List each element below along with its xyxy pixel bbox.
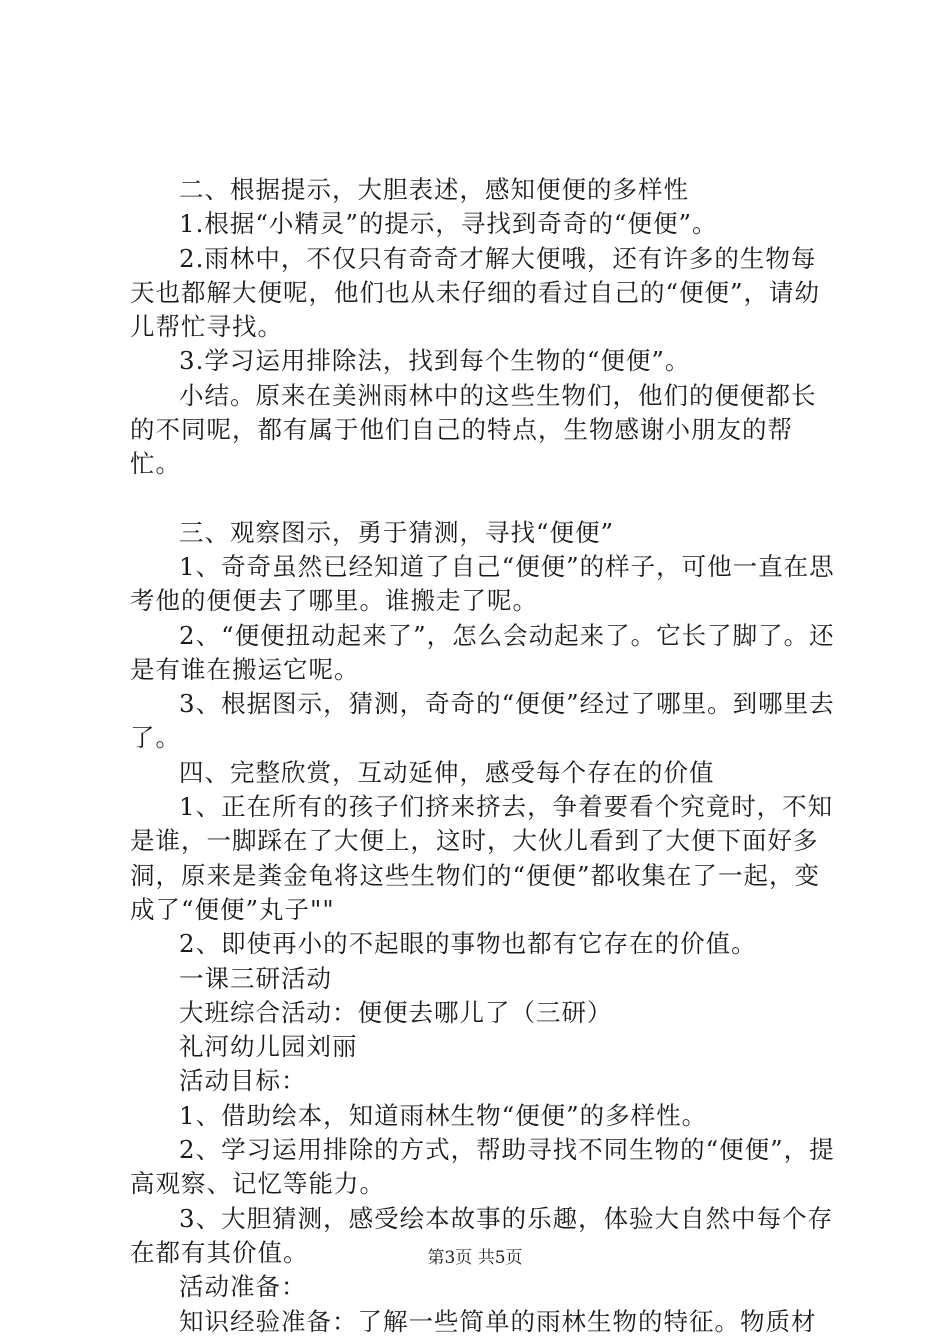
goal-item: 1、借助绘本，知道雨林生物“便便”的多样性。 — [179, 1100, 708, 1130]
goal-item: 2、学习运用排除的方式，帮助寻找不同生物的“便便”，提高观察、记忆等能力。 — [130, 1135, 835, 1199]
section-heading-2: 二、根据提示，大胆表述，感知便便的多样性 — [179, 175, 689, 204]
paragraph: 2.雨林中，不仅只有奇奇才解大便哦，还有许多的生物每天也都解大便呢，他们也从未仔细的看过自己的“便便”，请幼儿帮忙寻找。 — [130, 243, 821, 342]
activity-series-title: 一课三研活动 — [179, 963, 332, 993]
preparation-text: 知识经验准备：了解一些简单的雨林生物的特征。物质材 — [179, 1306, 817, 1336]
section-heading-3: 三、观察图示，勇于猜测，寻找“便便” — [179, 517, 615, 547]
preparation-heading: 活动准备： — [179, 1272, 307, 1302]
paragraph: 1、奇奇虽然已经知道了自己“便便”的样子，可他一直在思考他的便便去了哪里。谁搬走了呢。 — [130, 551, 835, 616]
document-body — [130, 173, 836, 1339]
author-line: 礼河幼儿园刘丽 — [179, 1032, 358, 1062]
summary-paragraph: 小结。原来在美洲雨林中的这些生物们，他们的便便都长的不同呢，都有属于他们自己的特点，生物感谢小朋友的帮忙。 — [130, 380, 817, 479]
paragraph: 2、即使再小的不起眼的事物也都有它存在的价值。 — [179, 929, 757, 959]
section-heading-4: 四、完整欣赏，互动延伸，感受每个存在的价值 — [179, 757, 715, 787]
paragraph: 1、正在所有的孩子们挤来挤去，争着要看个究竟时，不知是谁，一脚踩在了大便上，这时，大伙儿看到了大便下面好多洞，原来是粪金龟将这些生物们的“便便”都收集在了一起，变成了“便便”丸子"" — [130, 792, 834, 924]
activity-title: 大班综合活动：便便去哪儿了（三研） — [179, 997, 613, 1027]
page-number-footer: 第3页 共5页 — [427, 1248, 523, 1268]
paragraph: 2、“便便扭动起来了”，怎么会动起来了。它长了脚了。还是有谁在搬运它呢。 — [130, 620, 835, 684]
paragraph: 3.学习运用排除法，找到每个生物的“便便”。 — [179, 346, 691, 376]
paragraph: 3、根据图示，猜测，奇奇的“便便”经过了哪里。到哪里去了。 — [130, 689, 835, 753]
goal-item: 3、大胆猜测，感受绘本故事的乐趣，体验大自然中每个存在都有其价值。 — [130, 1203, 834, 1267]
goals-heading: 活动目标： — [179, 1066, 307, 1096]
paragraph: 1.根据“小精灵”的提示，寻找到奇奇的“便便”。 — [179, 209, 718, 239]
